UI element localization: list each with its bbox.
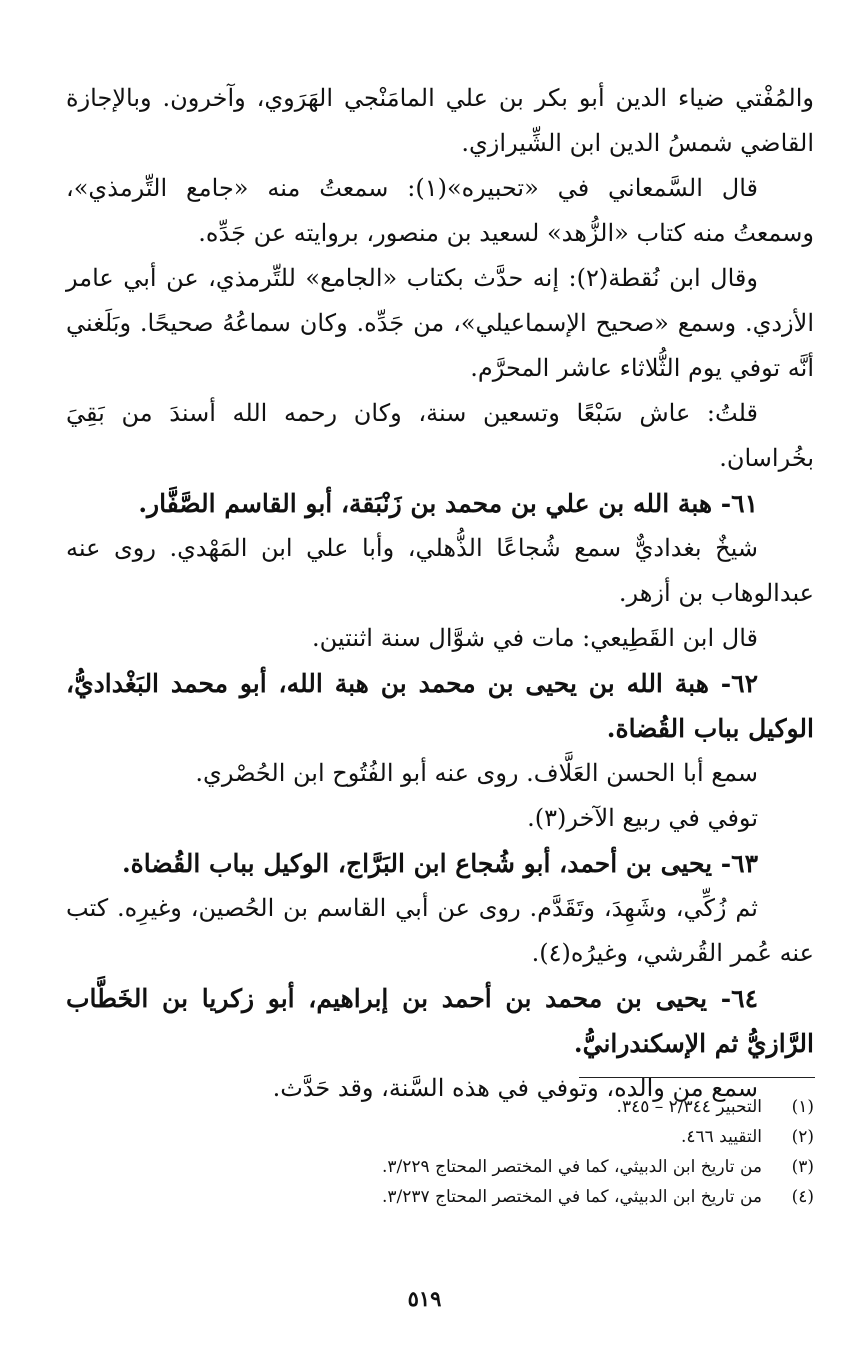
paragraph: سمع من والده، وتوفي في هذه السَّنة، وقد حَدَّث.: [272, 1074, 758, 1102]
paragraph: قال السَّمعاني في «تحبيره»(١): سمعتُ منه «جامع التِّرمذي»، وسمعتُ منه كتاب «الزُّهد» لسعيد بن منصور، بروايته عن جَدِّه.: [66, 174, 814, 247]
paragraph: والمُفْتي ضياء الدين أبو بكر بن علي المامَنْجي الهَرَوي، وآخرون. وبالإجازة القاضي شمسُ الدين ابن الشِّيرازي.: [66, 84, 814, 157]
footnote-divider: [579, 1077, 815, 1078]
paragraph: وقال ابن نُقطة(٢): إنه حدَّث بكتاب «الجامع» للتِّرمذي، عن أبي عامر الأزدي. وسمع «صحيح الإسماعيلي»، من جَدِّه. وكان سماعُهُ صحيحًا. وبَلَغني أنَّه توفي يوم الثُّلاثاء عاشر المحرَّم.: [66, 264, 814, 382]
footnote: [66, 1152, 814, 1182]
paragraph: توفي في ربيع الآخر(٣).: [527, 804, 758, 832]
footnote-text: من تاريخ ابن الدبيثي، كما في المختصر المحتاج ٣/٢٣٧.: [382, 1187, 762, 1207]
footnote-number: (٣): [791, 1157, 814, 1177]
footnote-number: (١): [791, 1097, 814, 1117]
paragraph: شيخٌ بغداديٌّ سمع شُجاعًا الذُّهلي، وأبا علي ابن المَهْدي. روى عنه عبدالوهاب بن أزهر.: [66, 534, 814, 607]
footnote: [66, 1182, 814, 1212]
paragraph: قلتُ: عاش سَبْعًا وتسعين سنة، وكان رحمه الله أسندَ من بَقِيَ بخُراسان.: [66, 399, 814, 472]
paragraph: ثم زُكِّي، وشَهِدَ، وتَقَدَّم. روى عن أبي القاسم بن الحُصين، وغيرِه. كتب عنه عُمر القُرشي، وغيرُه(٤).: [66, 894, 814, 967]
entry-heading: ٦١- هبة الله بن علي بن محمد بن زَنْبَقة، أبو القاسم الصَّفَّار.: [138, 489, 758, 518]
footnote: [66, 1122, 814, 1152]
paragraph: سمع أبا الحسن العَلَّاف. روى عنه أبو الفُتُوح ابن الحُصْري.: [195, 759, 758, 787]
paragraph: قال ابن القَطِيعي: مات في شوَّال سنة اثنتين.: [311, 624, 758, 652]
footnotes: [66, 1092, 814, 1212]
footnote-text: التحبير ٢/٣٤٤ – ٣٤٥.: [616, 1097, 762, 1117]
footnote-text: من تاريخ ابن الدبيثي، كما في المختصر المحتاج ٣/٢٢٩.: [382, 1157, 762, 1177]
page-number: ٥١٩: [407, 1286, 442, 1311]
main-text: [66, 76, 814, 1111]
footnote: [66, 1092, 814, 1122]
footnote-number: (٢): [791, 1127, 814, 1147]
footnote-text: التقييد ٤٦٦.: [680, 1127, 762, 1147]
entry-heading: ٦٣- يحيى بن أحمد، أبو شُجاع ابن البَرَّاج، الوكيل بباب القُضاة.: [121, 849, 758, 878]
footnote-number: (٤): [791, 1187, 814, 1207]
entry-heading: ٦٤- يحيى بن محمد بن أحمد بن إبراهيم، أبو زكريا بن الخَطَّاب الرَّازيُّ ثم الإسكندرانيُّ.: [66, 984, 814, 1058]
entry-heading: ٦٢- هبة الله بن يحيى بن محمد بن هبة الله، أبو محمد البَغْداديُّ، الوكيل بباب القُضاة.: [66, 669, 814, 743]
